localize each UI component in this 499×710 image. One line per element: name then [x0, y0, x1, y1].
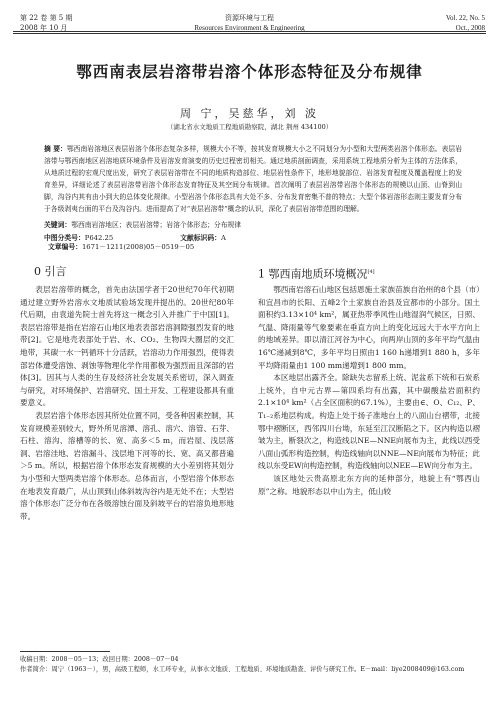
paper-title: 鄂西南表层岩溶带岩溶个体形态特征及分布规律 [76, 62, 423, 81]
art-value: 1671－1211(2008)05－0519－05 [81, 243, 195, 251]
clc-label: 中图分类号： [44, 234, 85, 242]
art-label: 文章编号： [48, 243, 82, 251]
keywords [44, 221, 462, 230]
intro-body [20, 284, 234, 523]
geology-body [258, 284, 480, 498]
header-rule [13, 31, 486, 34]
journal-name-cn: 资源环境与工程 [225, 14, 274, 22]
section-heading-intro: 0 引言 [34, 265, 67, 278]
volume-issue-en: Vol. 22, No. 5 [445, 14, 485, 22]
clc-number [44, 234, 164, 243]
clc-value: P642.25 [84, 234, 114, 242]
received-date: 收稿日期：2008－05－13；改回日期：2008－07－04 [20, 656, 179, 663]
geology-heading-text: 1 鄂西南地质环境概况 [258, 267, 368, 281]
geology-paragraph: 本区地层出露齐全。除缺失志留系上统、泥盆系下统和石炭系上统外，自中元古界—第四系均有出露，其中碳酸盐岩面积约2.1×10⁴ km²（占全区面积的67.1%），主要由∈、O、C₁₂、P、T₁₋₂系地层构成。构造上处于扬子准地台上的八面山台褶带，北接鄂中褶断区，西邻四川台坳，东延至江汉断陷之下。区内构造以褶皱为主，断裂次之，构造线以NE—NNE向展布为主，此线以西受八面山弧形构造控制，构造线轴向以NNE—NE向展布为特征；此线以东受EW向构造控制，构造线轴向以NEE—EW向分布为主。 [258, 373, 480, 471]
affiliation: （湖北省水文地质工程地质勘察院，湖北 荆州 434100） [166, 123, 333, 131]
doc-value: A [220, 234, 226, 242]
article-number [48, 243, 194, 252]
author-bio: 作者简介：周宁（1963－），男，高级工程师，水工环专业，从事水文地质、工程地质、环境地质勘查、评价与研究工作。E－mail：liye2008409@163.com [20, 665, 465, 673]
intro-paragraph: 表层岩溶个体形态因其所处位置不同，受各种因素控制，其发育规模差别较大，野外所见溶潭、溶孔、溶穴、溶管、石芽、石柱、溶沟、溶槽等的长、宽、高多＜5 m，而岩屋、浅层落洞、岩溶洼地、岩溶漏斗、浅层地下河等的长、宽、高又都普遍＞5 m。所以，根据岩溶个体形态发育规模的大小差别将其划分为小型和大型两类岩溶个体形态。总体而言，小型岩溶个体形态在地表发育最广，从山顶到山体斜坡沟谷内是无处不在；大型岩溶个体形态广泛分布在各级溶蚀台面及斜坡平台的岩溶负地形地带。 [20, 410, 234, 521]
section-heading-geology [258, 265, 375, 282]
geology-paragraph: 该区地处云贵高原北东方向的延伸部分，地貌上有“鄂西山原”之称。地貌形态以中山为主，低山较 [258, 473, 480, 496]
keywords-text: 鄂西南岩溶地区；表层岩溶带；岩溶个体形态；分布规律 [71, 221, 242, 229]
journal-name-en: Resources Environment & Engineering [194, 24, 305, 32]
volume-issue: 第 22 卷 第 5 期 [20, 14, 73, 22]
document-code [180, 234, 310, 243]
abstract-text: 鄂西南岩溶地区表层岩溶个体形态复杂多样，规模大小不等，按其发育规模大小之不同划分为小型和大型两类岩溶个体形态。表层岩溶带与鄂西南地区岩溶地质环境条件及岩溶发育演变的历史过程密切相关。通过地质剖面调查，采用系统工程地质分析为主体的方法体系，从地质过程的宏观尺度出发，研究了表层岩溶带在不同的地质构造部位、地层岩性条件下，地形地貌部位、岩溶发育程度及覆盖程度上的发育差异，详细论述了表层岩溶带岩溶个体形态发育特征及其空间分布规律。首次阐明了表层岩溶带岩溶个体形态的规模以山顶、山脊到山脚，沟谷内其有由小到大的总体变化规律。小型岩溶个体形态具有大处不多、分布发育密集不普的特点；大型个体岩溶形态则主要发育分布于各级剥夷台面的平台及沟谷内。进而提高了对“表层岩溶带”概念的认识，深化了表层岩溶带范围的理解。 [44, 145, 462, 213]
geology-paragraph: 鄂西南岩溶石山地区包括恩施土家族苗族自治州的8个县（市）和宜昌市的长阳、五峰2个土家族自治县及宜都市的小部分。国土面积约3.13×10⁴ km²，属亚热带季风性山地湿润气候区，日照、气温、降雨量等气象要素在垂直方向上的变化远远大于水平方向上的地域差异。即以清江河谷为中心，向两岸山顶的多年平均气温由16℃递减到8℃，多年平均日照由1 160 h递增到1 880 h，多年平均降雨量由1 100 mm递增到1 800 mm。 [258, 285, 480, 370]
abstract [44, 143, 462, 215]
footnote-rule [20, 651, 110, 652]
footnote [20, 655, 480, 674]
classification-line [44, 234, 462, 252]
intro-paragraph: 表层岩溶带的概念，首先由法国学者于20世纪70年代初期通过建立野外岩溶水文地质试验场发现并提出的。20世纪80年代后期，由袁道先院士首先将这一概念引入并推广于中国[1]。表层岩溶带是指在岩溶石山地区地表表部岩溶洞隙强烈发育的地带[2]。它是地壳表部处于岩、水、CO₂、生物四大圈层的交汇地带，其碳一水一钙循环十分活跃，岩溶动力作用强烈，使得表部岩体遭受溶蚀、剥蚀等物理化学作用都极为强烈而且深部的岩体[3]。因其与人类的生存及经济社会发展关系密切，深入调查与研究，对环境保护、岩溶研究、国土开发、工程建设都具有重要意义。 [20, 285, 234, 408]
abstract-label: 摘 要： [44, 145, 67, 153]
paper-authors: 周 宁，吴慈华，刘 波 [180, 107, 319, 120]
keywords-label: 关键词： [44, 221, 72, 229]
geology-heading-ref: [4] [367, 269, 375, 275]
doc-label: 文献标识码： [180, 234, 221, 242]
issue-date-en: Oct., 2008 [455, 24, 485, 32]
issue-date: 2008 年 10 月 [20, 24, 68, 32]
